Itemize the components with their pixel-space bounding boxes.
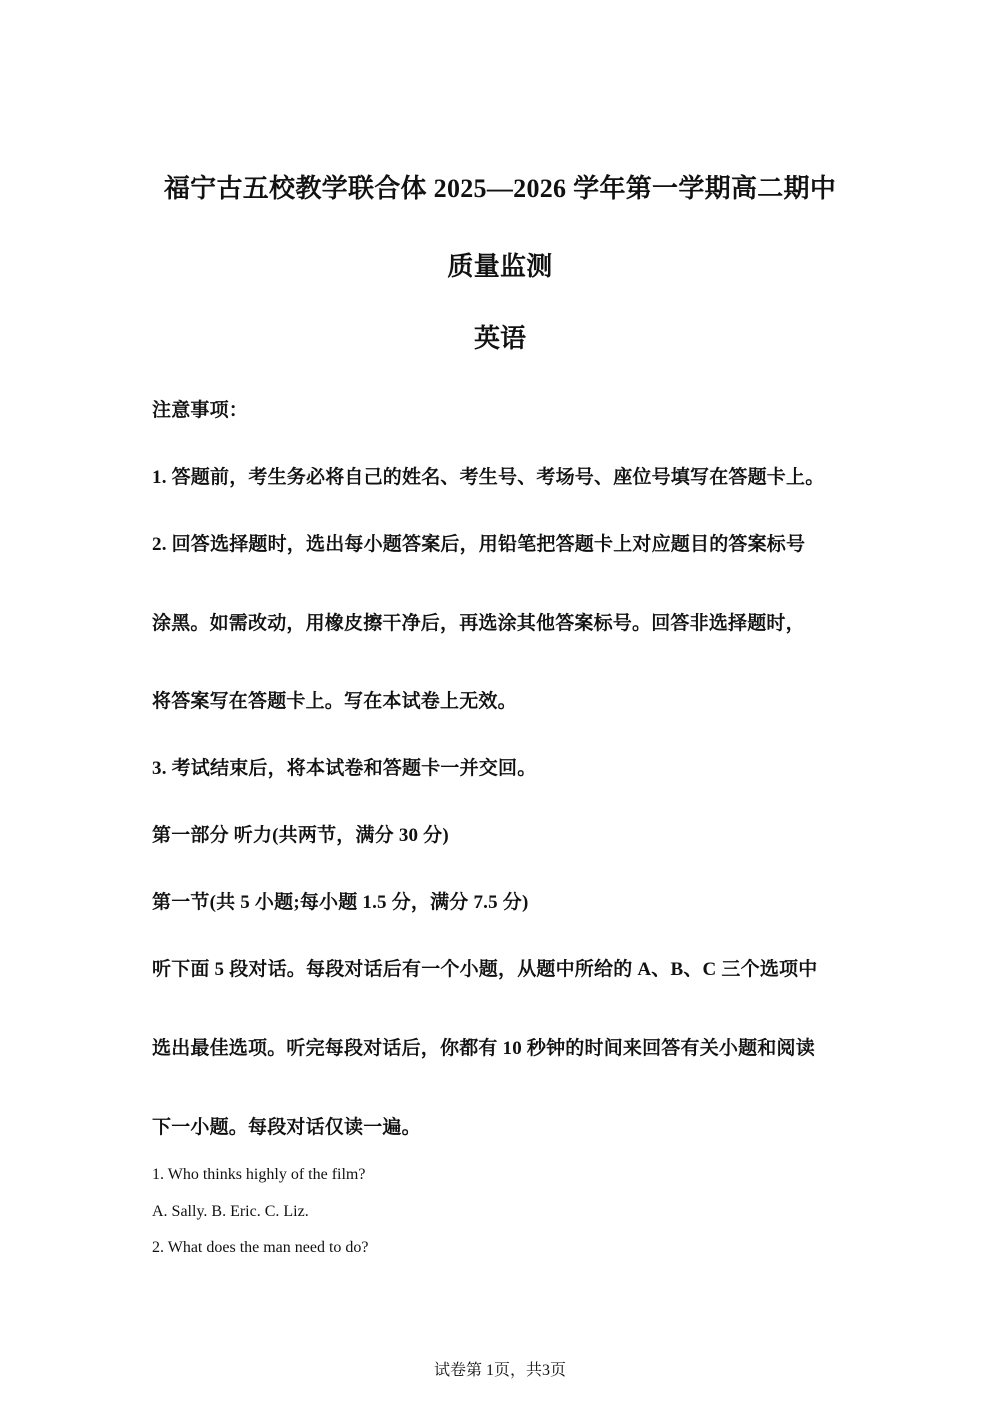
exam-title-line-1: 福宁古五校教学联合体 2025—2026 学年第一学期高二期中: [163, 174, 837, 203]
note-item-2-line-2: 涂黑。如需改动，用橡皮擦干净后，再选涂其他答案标号。回答非选择题时，: [152, 613, 805, 634]
listening-instructions-line-2: 选出最佳选项。听完每段对话后，你都有 10 秒钟的时间来回答有关小题和阅读: [152, 1038, 815, 1059]
exam-subject: 英语: [473, 324, 526, 353]
section-1-heading: 第一节(共 5 小题;每小题 1.5 分，满分 7.5 分): [152, 892, 529, 913]
question-1-options: A. Sally. B. Eric. C. Liz.: [152, 1203, 309, 1220]
listening-instructions-line-1: 听下面 5 段对话。每段对话后有一个小题，从题中所给的 A、B、C 三个选项中: [152, 959, 818, 980]
note-item-1: 1. 答题前，考生务必将自己的姓名、考生号、考场号、座位号填写在答题卡上。: [152, 467, 825, 488]
note-item-2-line-3: 将答案写在答题卡上。写在本试卷上无效。: [152, 691, 517, 712]
notes-heading: 注意事项：: [152, 400, 249, 421]
note-item-2-line-1: 2. 回答选择题时，选出每小题答案后，用铅笔把答题卡上对应题目的答案标号: [152, 534, 806, 555]
listening-instructions-line-3: 下一小题。每段对话仅读一遍。: [152, 1117, 421, 1138]
question-2: 2. What does the man need to do?: [152, 1239, 369, 1256]
exam-title-line-2: 质量监测: [447, 252, 553, 281]
part-1-heading: 第一部分 听力(共两节，满分 30 分): [152, 825, 449, 846]
question-1: 1. Who thinks highly of the film?: [152, 1166, 366, 1183]
note-item-3: 3. 考试结束后，将本试卷和答题卡一并交回。: [152, 758, 537, 779]
page-footer: 试卷第 1页，共3页: [433, 1362, 566, 1379]
